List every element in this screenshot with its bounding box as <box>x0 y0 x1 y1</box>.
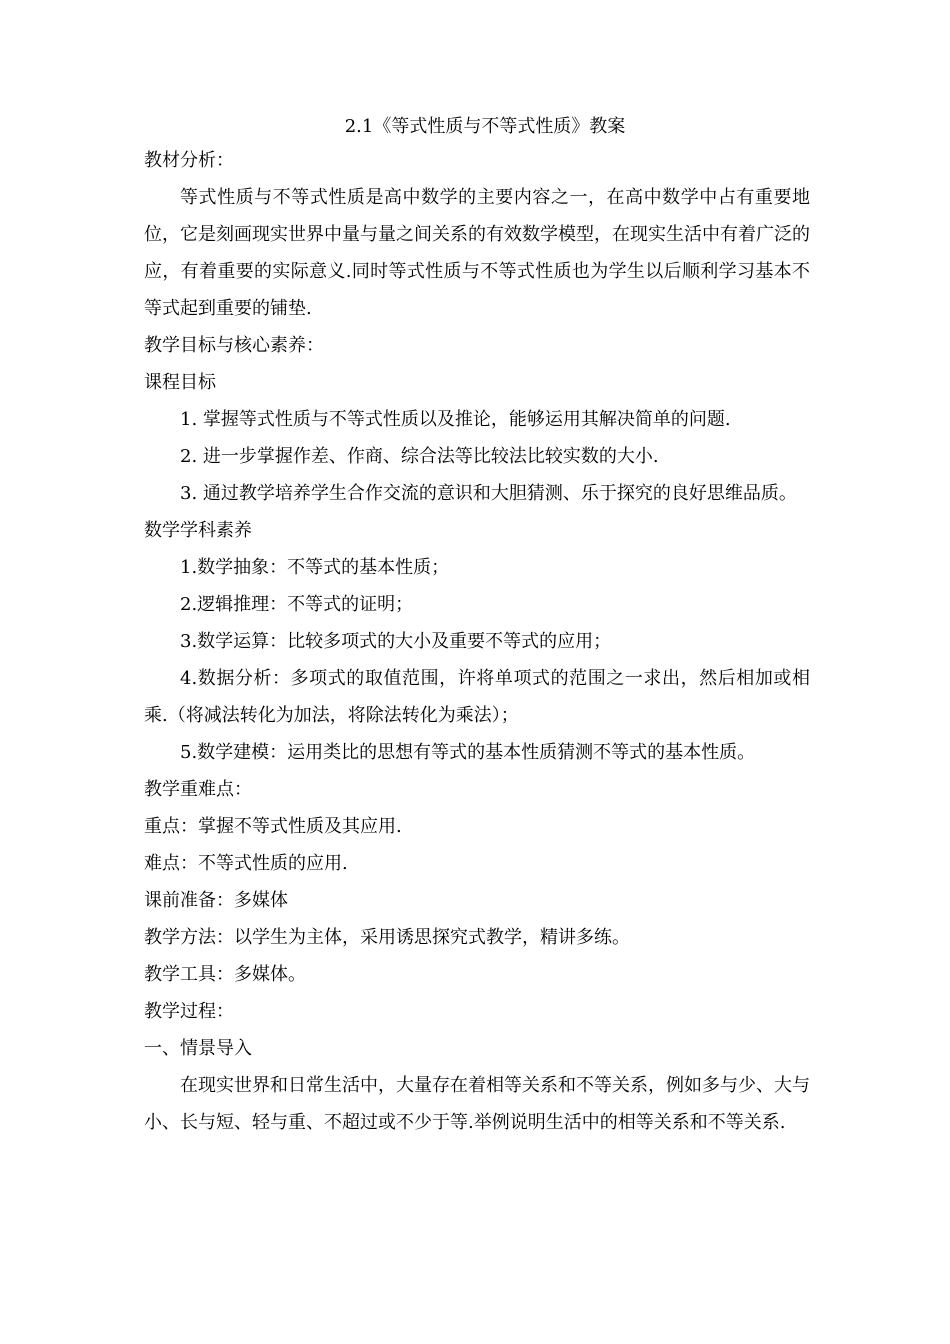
document-title: 2.1《等式性质与不等式性质》教案 <box>344 116 626 137</box>
key-points-heading: 教学重难点： <box>144 779 252 800</box>
course-goal-item: 3. 通过教学培养学生合作交流的意识和大胆猜测、乐于探究的良好思维品质。 <box>180 483 797 504</box>
literacy-item: 4.数据分析：多项式的取值范围，许将单项式的范围之一求出，然后相加或相乘.（将减法转化为加法，将除法转化为乘法）； <box>144 668 810 726</box>
objectives-heading: 教学目标与核心素养： <box>144 335 324 356</box>
preparation: 课前准备：多媒体 <box>144 890 288 911</box>
course-goal-item: 1. 掌握等式性质与不等式性质以及推论，能够运用其解决简单的问题. <box>180 409 731 430</box>
textbook-analysis-body: 等式性质与不等式性质是高中数学的主要内容之一，在高中数学中占有重要地位，它是刻画现实世界中量与量之间关系的有效数学模型，在现实生活中有着广泛的应，有着重要的实际意义.同时等式性质与不等式性质也为学生以后顺利学习基本不等式起到重要的铺垫. <box>144 187 810 319</box>
document-content <box>144 112 810 1141</box>
teaching-method: 教学方法：以学生为主体，采用诱思探究式教学，精讲多练。 <box>144 927 630 948</box>
literacy-item: 1.数学抽象：不等式的基本性质； <box>180 557 450 578</box>
literacy-item: 5.数学建模：运用类比的思想有等式的基本性质猜测不等式的基本性质。 <box>180 742 756 763</box>
key-point: 重点：掌握不等式性质及其应用. <box>144 816 402 837</box>
literacy-item: 3.数学运算：比较多项式的大小及重要不等式的应用； <box>180 631 612 652</box>
course-goal-item: 2. 进一步掌握作差、作商、综合法等比较法比较实数的大小. <box>180 446 659 467</box>
difficult-point: 难点：不等式性质的应用. <box>144 853 348 874</box>
literacy-item: 2.逻辑推理：不等式的证明； <box>180 594 414 615</box>
section1-heading: 一、情景导入 <box>144 1038 252 1059</box>
textbook-analysis-heading: 教材分析： <box>144 150 234 171</box>
teaching-tools: 教学工具：多媒体。 <box>144 964 306 985</box>
course-goals-heading: 课程目标 <box>144 372 216 393</box>
process-heading: 教学过程： <box>144 1001 234 1022</box>
section1-body: 在现实世界和日常生活中，大量存在着相等关系和不等关系，例如多与少、大与小、长与短、轻与重、不超过或不少于等.举例说明生活中的相等关系和不等关系. <box>144 1075 810 1133</box>
literacy-heading: 数学学科素养 <box>144 520 252 541</box>
